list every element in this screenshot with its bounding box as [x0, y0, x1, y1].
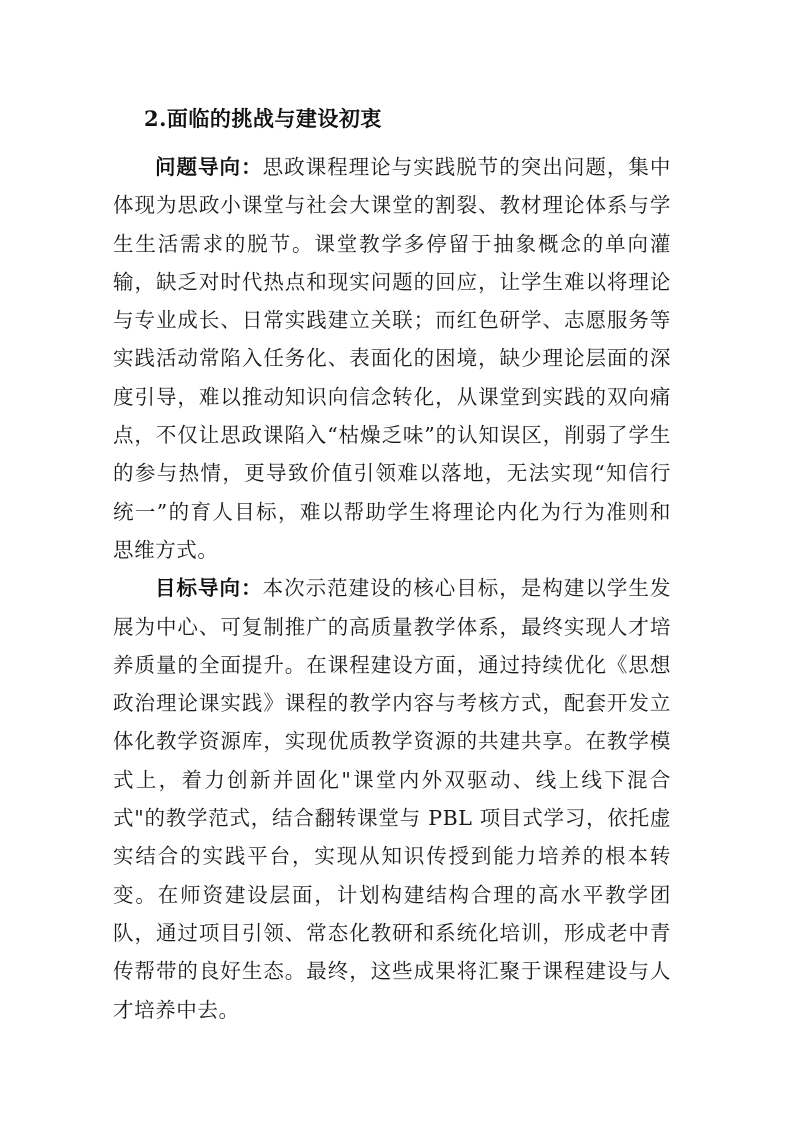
paragraph-problem-text: 思政课程理论与实践脱节的突出问题，集中体现为思政小课堂与社会大课堂的割裂、教材理论体系与学生生活需求的脱节。课堂教学多停留于抽象概念的单向灌输，缺乏对时代热点和现实问题的回应，让学生难以将理论与专业成长、日常实践建立关联；而红色研学、志愿服务等实践活动常陷入任务化、表面化的困境，缺少理论层面的深度引导，难以推动知识向信念转化，从课堂到实践的双向痛点，不仅让思政课陷入“枯燥乏味”的认知误区，削弱了学生的参与热情，更导致价值引领难以落地，无法实现“知信行统一”的育人目标，难以帮助学生将理论内化为行为准则和思维方式。	[113, 155, 672, 562]
paragraph-goal-orientation	[113, 569, 671, 1029]
paragraph-problem-orientation	[113, 148, 671, 569]
section-heading: 2.面临的挑战与建设初衷	[144, 106, 382, 131]
paragraph-problem-lead: 问题导向：	[155, 155, 263, 179]
paragraph-goal-text: 本次示范建设的核心目标，是构建以学生发展为中心、可复制推广的高质量教学体系，最终实现人才培养质量的全面提升。在课程建设方面，通过持续优化《思想政治理论课实践》课程的教学内容与考核方式，配套开发立体化教学资源库，实现优质教学资源的共建共享。在教学模式上，着力创新并固化"课堂内外双驱动、线上线下混合式"的教学范式，结合翻转课堂与 PBL 项目式学习，依托虚实结合的实践平台，实现从知识传授到能力培养的根本转变。在师资建设层面，计划构建结构合理的高水平教学团队，通过项目引领、常态化教研和系统化培训，形成老中青传帮带的良好生态。最终，这些成果将汇聚于课程建设与人才培养中去。	[113, 576, 672, 1022]
paragraph-goal-lead: 目标导向：	[155, 576, 263, 601]
